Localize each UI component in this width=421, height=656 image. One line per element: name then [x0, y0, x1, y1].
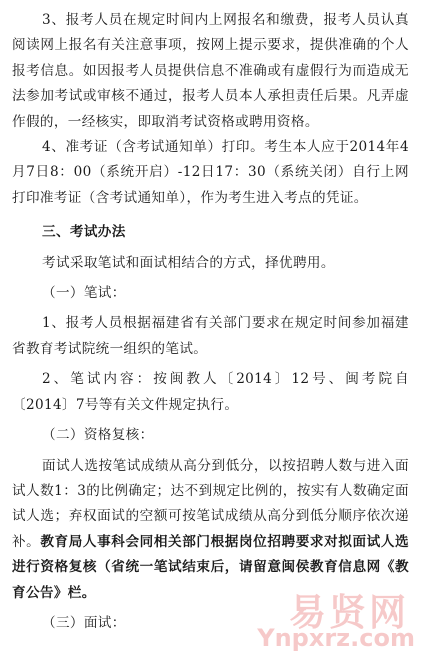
paragraph-admission-ticket: 4、准考证（含考试通知单）打印。考生本人应于2014年4月7日8：00（系统开启）-12日17：30（系统关闭）自行上网打印准考证（含考试通知单），作为考生进入考点的凭证。	[12, 139, 409, 206]
paragraph-qualification-review	[12, 454, 409, 606]
paragraph-written-exam-1: 1、报考人员根据福建省有关部门要求在规定时间参加福建省教育考试院统一组织的笔试。	[12, 315, 409, 357]
subheading-written-exam: （一）笔试：	[42, 285, 126, 302]
paragraph-written-exam-2: 2、笔试内容：按闽教人〔2014〕12号、闽考院自〔2014〕7号等有关文件规定执行。	[12, 371, 409, 413]
paragraph-exam-method: 考试采取笔试和面试相结合的方式，择优聘用。	[42, 254, 335, 271]
section-heading-exam-method: 三、考试办法	[42, 224, 126, 241]
subheading-qualification-review: （二）资格复核：	[42, 427, 154, 444]
watermark-chinese-text: 易贤网	[289, 591, 409, 634]
paragraph-registration-notes: 3、报考人员在规定时间内上网报名和缴费，报考人员认真阅读网上报名有关注意事项，按网上提示要求，提供准确的个人报考信息。如因报考人员提供信息不准确或有虚假行为而造成无法参加考试或审核不通过，报考人员本人承担责任后果。凡弄虚作假的，一经核实，即取消考试资格或聘用资格。	[12, 12, 409, 130]
qualification-review-text: 面试人选按笔试成绩从高分到低分，以按招聘人数与进入面试人数1：3的比例确定；达不到规定比例的，按实有人数确定面试人选；弃权面试的空额可按笔试成绩从高分到低分顺序依次递补。	[12, 457, 409, 550]
subheading-interview: （三）面试：	[42, 614, 126, 631]
watermark-site-text: Ynpxrz.com	[257, 624, 415, 652]
qualification-review-bold-text: 教育局人事科会同相关部门根据岗位招聘要求对拟面试人选进行资格复核（省统一笔试结束后，请留意闽侯教育信息网《教育公告》栏。	[12, 533, 409, 601]
